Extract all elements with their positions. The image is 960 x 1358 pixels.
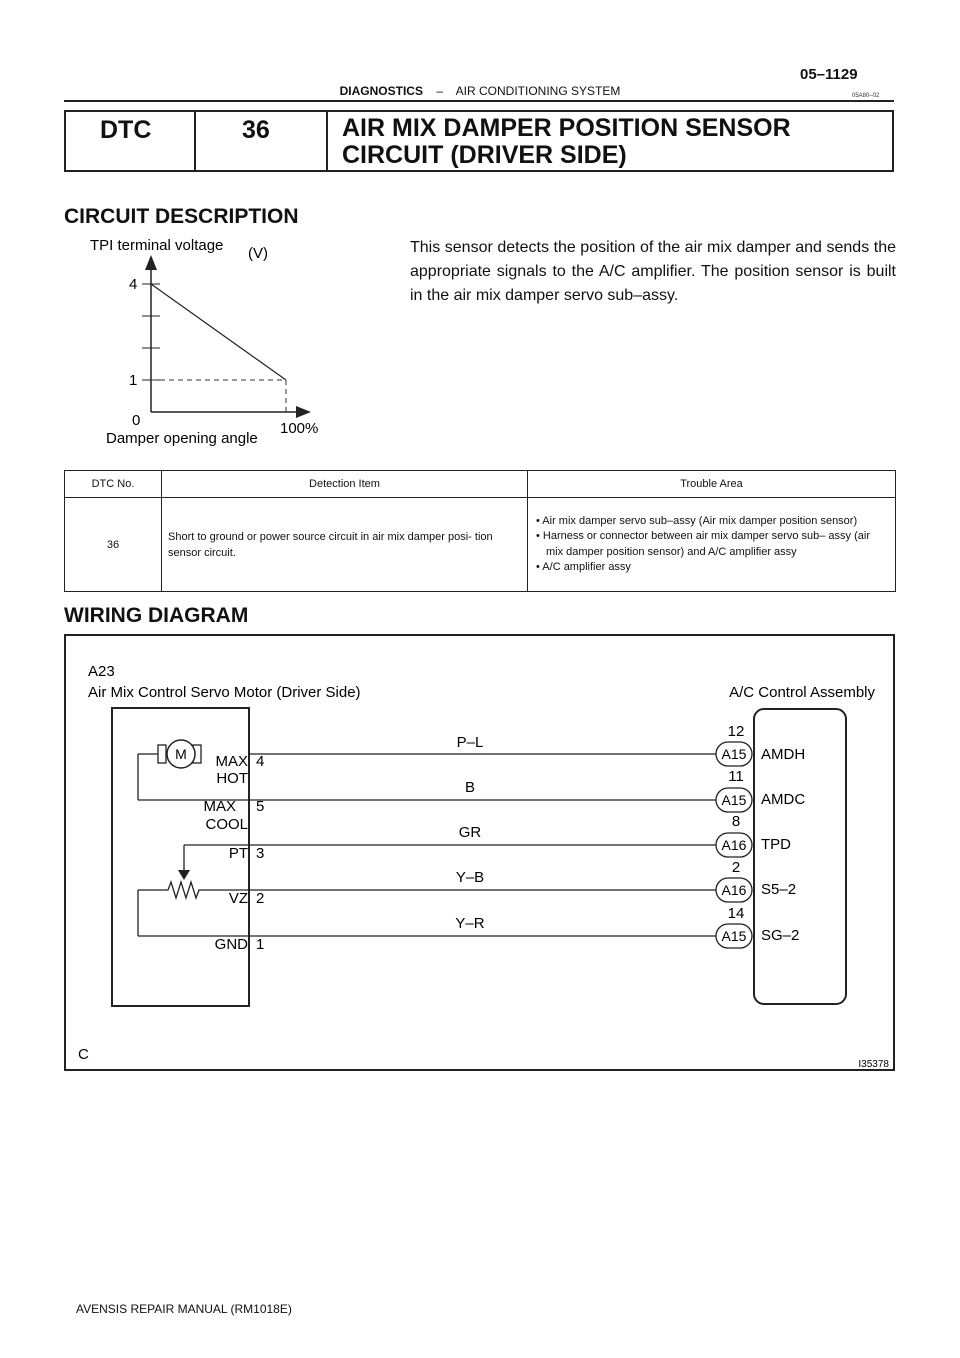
connector [716, 924, 752, 948]
chart-x-label: Damper opening angle [106, 430, 258, 447]
connector-pin: 11 [728, 768, 744, 785]
dtc-number: 36 [242, 116, 270, 144]
dtc-number-cell [196, 112, 328, 170]
pin-number: 3 [256, 845, 265, 862]
connector-code: A16 [721, 882, 747, 898]
circuit-description-text: This sensor detects the position of the air mix damper and sends the appropriate signals to the A/C amplifier. The position sensor is built in the air mix damper servo sub–assy. [410, 239, 896, 304]
motor-brush-left [158, 745, 166, 763]
cell-detection: Short to ground or power source circuit in air mix damper posi- tion sensor circuit. [162, 498, 528, 592]
dtc-title-line1: AIR MIX DAMPER POSITION SENSOR [342, 114, 791, 142]
terminal-name: AMDH [761, 746, 806, 763]
dtc-title [342, 115, 791, 169]
terminal-name: S5–2 [761, 881, 797, 898]
trouble-item: • Air mix damper servo sub–assy (Air mix damper position sensor) [536, 514, 858, 527]
pin-name: GND [214, 936, 248, 953]
connector-pin: 2 [731, 859, 741, 876]
pin-name: MAX [203, 798, 236, 815]
x-end-label: 100% [280, 420, 319, 437]
wire-color-label: Y–B [455, 869, 485, 886]
dtc-label-cell [66, 112, 196, 170]
doc-code: 05A80–02 [852, 93, 880, 99]
wire-color-label: Y–R [455, 915, 485, 932]
running-header [0, 84, 960, 98]
pin-name: HOT [216, 770, 248, 787]
header-section: DIAGNOSTICS [339, 84, 423, 98]
dtc-title-line2: CIRCUIT (DRIVER SIDE) [342, 141, 627, 169]
connector-code: A15 [721, 928, 747, 944]
chart-title: TPI terminal voltage [90, 237, 224, 254]
cell-trouble-area [528, 498, 896, 592]
header-subsection: AIR CONDITIONING SYSTEM [455, 84, 621, 98]
motor-label: M [175, 746, 187, 762]
chart-y-unit: (V) [248, 245, 268, 262]
wiring-diagram [64, 634, 895, 1071]
trouble-item: • Harness or connector between air mix damper servo sub– assy (air mix damper position sensor) and A/C amplifier assy [536, 530, 870, 558]
connector-code: A16 [721, 837, 747, 853]
figure-id: I35378 [858, 1059, 889, 1070]
pin-name: VZ [228, 890, 248, 907]
wire-color-label: P–L [456, 734, 484, 751]
terminal-name: SG–2 [761, 927, 800, 944]
connector [716, 833, 752, 857]
connector-pin: 8 [731, 813, 741, 830]
wiper-arrow-icon [178, 870, 190, 880]
th-dtc-no: DTC No. [65, 471, 162, 498]
left-component-name: Air Mix Control Servo Motor (Driver Side) [88, 684, 361, 701]
terminal-name: AMDC [761, 791, 806, 808]
wire-color-label: GR [458, 824, 482, 841]
connector-pin: 14 [727, 905, 745, 922]
corner-label: C [78, 1046, 89, 1063]
footer-text: AVENSIS REPAIR MANUAL (RM1018E) [76, 1302, 292, 1316]
th-detection: Detection Item [162, 471, 528, 498]
dtc-table [64, 470, 896, 592]
connector-pin: 12 [727, 723, 745, 740]
table-row [65, 498, 896, 592]
pin-name: PT [228, 845, 248, 862]
dtc-label: DTC [100, 116, 152, 144]
pin-number: 1 [256, 936, 265, 953]
y-tick-label: 1 [129, 372, 138, 389]
circuit-description-heading: CIRCUIT DESCRIPTION [64, 205, 299, 228]
left-component-code: A23 [88, 663, 115, 680]
connector [716, 742, 752, 766]
connector-code: A15 [721, 792, 747, 808]
pin-number: 5 [256, 798, 265, 815]
th-trouble-area: Trouble Area [528, 471, 896, 498]
series-line [151, 284, 286, 380]
y-ticks [129, 276, 160, 389]
pin-name: COOL [205, 816, 248, 833]
header-rule [64, 100, 894, 102]
connector-code: A15 [721, 746, 747, 762]
wiring-diagram-heading: WIRING DIAGRAM [64, 604, 249, 627]
pin-number: 2 [256, 890, 265, 907]
page-number: 05–1129 [800, 66, 858, 83]
pin-number: 4 [256, 753, 265, 770]
connector [716, 788, 752, 812]
header-separator: – [436, 84, 443, 98]
wire-color-label: B [464, 779, 476, 796]
terminal-name: TPD [761, 836, 791, 853]
right-component-name: A/C Control Assembly [729, 684, 875, 701]
connector [716, 878, 752, 902]
table-header-row [65, 471, 896, 498]
dtc-title-box [64, 110, 894, 172]
cell-dtc-no: 36 [65, 498, 162, 592]
origin-label: 0 [132, 412, 141, 429]
voltage-chart [80, 230, 360, 450]
trouble-item: • A/C amplifier assy [536, 561, 631, 573]
y-tick-label: 4 [129, 276, 138, 293]
pin-name: MAX [215, 753, 248, 770]
